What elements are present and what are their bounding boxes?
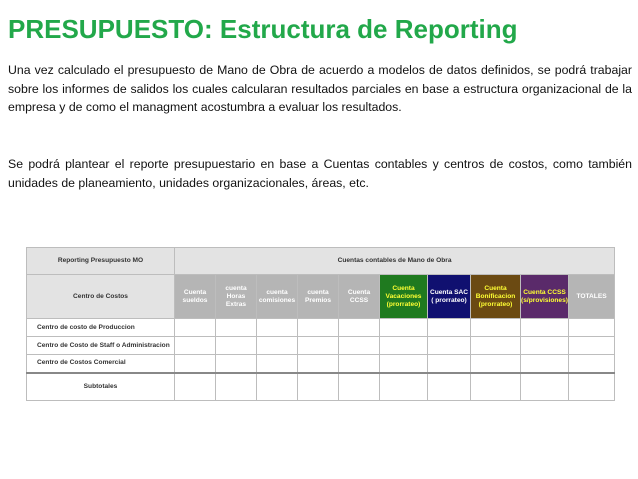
reporting-paragraph: Se podrá plantear el reporte presupuestario en base a Cuentas contables y centros de costos, como también unidades de planeamiento, unidades organizacionales, áreas, etc. <box>8 157 632 190</box>
empty-cell <box>471 373 521 401</box>
empty-cell <box>428 337 471 355</box>
empty-cell <box>339 319 380 337</box>
empty-cell <box>216 355 257 373</box>
slide-title: PRESUPUESTO: Estructura de Reporting <box>8 14 518 44</box>
empty-cell <box>471 337 521 355</box>
intro-paragraph: Una vez calculado el presupuesto de Mano de Obra de acuerdo a modelos de datos definidos, se podrá trabajar sobre los informes de salidos los cuales calcularan resultados parciales en base a estructura organizacional de la empresa y de como el managment acostumbra a evaluar los resultados. <box>8 63 632 114</box>
empty-cell <box>521 355 569 373</box>
empty-cell <box>298 337 339 355</box>
column-header: Cuenta sueldos <box>175 275 216 319</box>
empty-cell <box>257 319 298 337</box>
empty-cell <box>298 355 339 373</box>
empty-cell <box>175 355 216 373</box>
column-header: Cuenta Bonificacion (prorrateo) <box>471 275 521 319</box>
empty-cell <box>569 337 615 355</box>
empty-cell <box>521 373 569 401</box>
empty-cell <box>257 355 298 373</box>
empty-cell <box>521 319 569 337</box>
row-label: Centro de Costo de Staff o Administracion <box>27 337 175 355</box>
empty-cell <box>175 373 216 401</box>
empty-cell <box>569 319 615 337</box>
empty-cell <box>521 337 569 355</box>
row-label: Centro de costo de Produccion <box>27 319 175 337</box>
empty-cell <box>428 319 471 337</box>
column-header: cuenta Horas Extras <box>216 275 257 319</box>
column-header: cuenta comisiones <box>257 275 298 319</box>
empty-cell <box>298 319 339 337</box>
empty-cell <box>339 355 380 373</box>
column-header: Cuenta SAC ( prorrateo) <box>428 275 471 319</box>
column-header: Cuenta CCSS (s/provisiones) <box>521 275 569 319</box>
subtotal-label: Subtotales <box>27 373 175 401</box>
empty-cell <box>380 319 428 337</box>
column-header: cuenta Premios <box>298 275 339 319</box>
empty-cell <box>569 373 615 401</box>
corner-title: Reporting Presupuesto MO <box>27 248 175 275</box>
empty-cell <box>216 373 257 401</box>
table-row <box>27 337 615 355</box>
empty-cell <box>216 337 257 355</box>
row-label: Centro de Costos Comercial <box>27 355 175 373</box>
group-header: Cuentas contables de Mano de Obra <box>175 248 615 275</box>
empty-cell <box>380 355 428 373</box>
empty-cell <box>216 319 257 337</box>
empty-cell <box>428 373 471 401</box>
reporting-table <box>26 247 615 401</box>
empty-cell <box>380 373 428 401</box>
empty-cell <box>380 337 428 355</box>
empty-cell <box>471 355 521 373</box>
column-header: Cuenta Vacaciones (prorrateo) <box>380 275 428 319</box>
empty-cell <box>257 337 298 355</box>
subtotal-row <box>27 373 615 401</box>
empty-cell <box>175 337 216 355</box>
empty-cell <box>569 355 615 373</box>
empty-cell <box>257 373 298 401</box>
empty-cell <box>298 373 339 401</box>
empty-cell <box>339 373 380 401</box>
empty-cell <box>339 337 380 355</box>
empty-cell <box>428 355 471 373</box>
column-header: Cuenta CCSS <box>339 275 380 319</box>
row-header: Centro de Costos <box>27 275 175 319</box>
empty-cell <box>471 319 521 337</box>
table-row <box>27 355 615 373</box>
column-header: TOTALES <box>569 275 615 319</box>
empty-cell <box>175 319 216 337</box>
table-row <box>27 319 615 337</box>
